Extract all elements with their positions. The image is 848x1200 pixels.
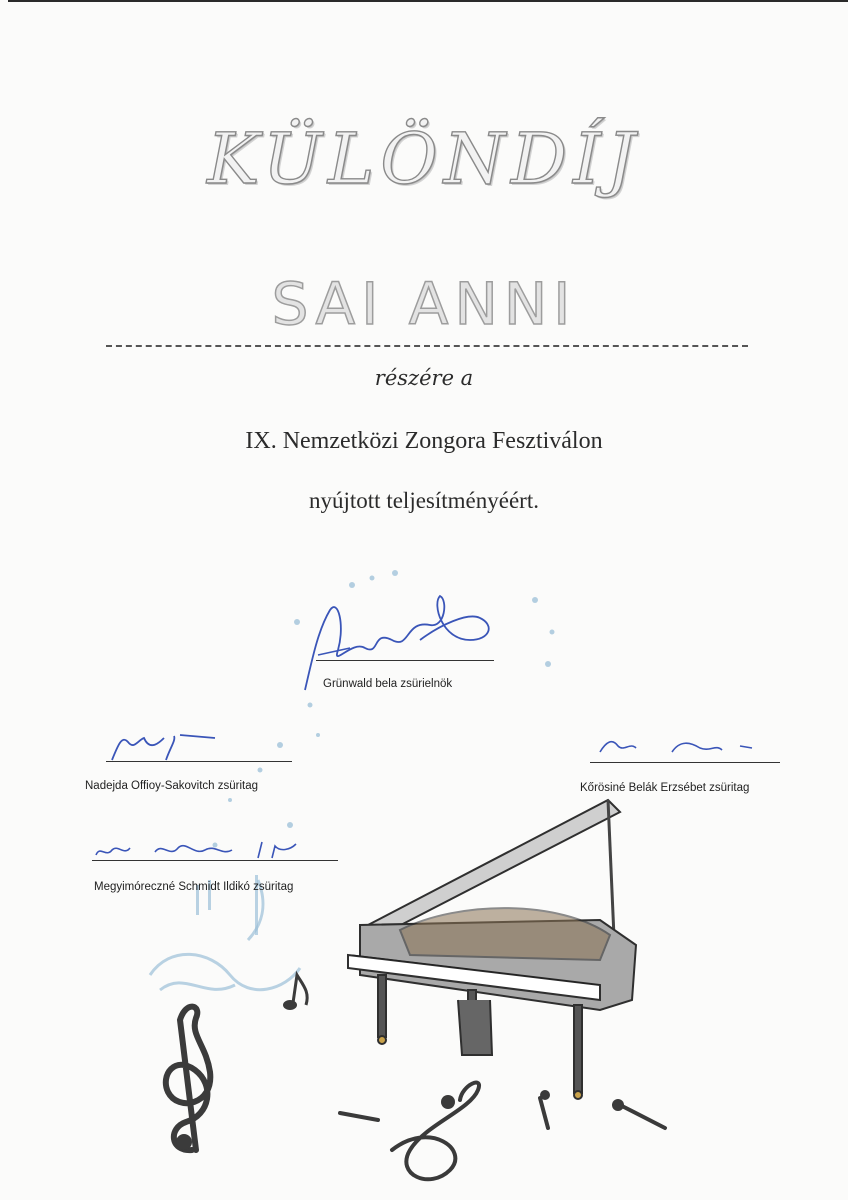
president-label: Grünwald bela zsürielnök [323,678,453,690]
member-left-label: Nadejda Offioy-Sakovitch zsüritag [85,780,259,792]
member-right-label: Kőrösiné Belák Erzsébet zsüritag [580,782,750,794]
member-bottom-label: Megyimóreczné Schmidt Ildikó zsüritag [94,881,294,893]
achievement-text: nyújtott teljesítményéért. [309,488,539,513]
for-text: részére a [374,366,474,390]
member-bottom-signature-line [92,860,338,861]
certificate-title: KÜLÖNDÍJ [207,118,641,200]
recipient-name: SAI ANNI [271,270,577,338]
festival-text: IX. Nemzetközi Zongora Fesztiválon [245,428,603,454]
